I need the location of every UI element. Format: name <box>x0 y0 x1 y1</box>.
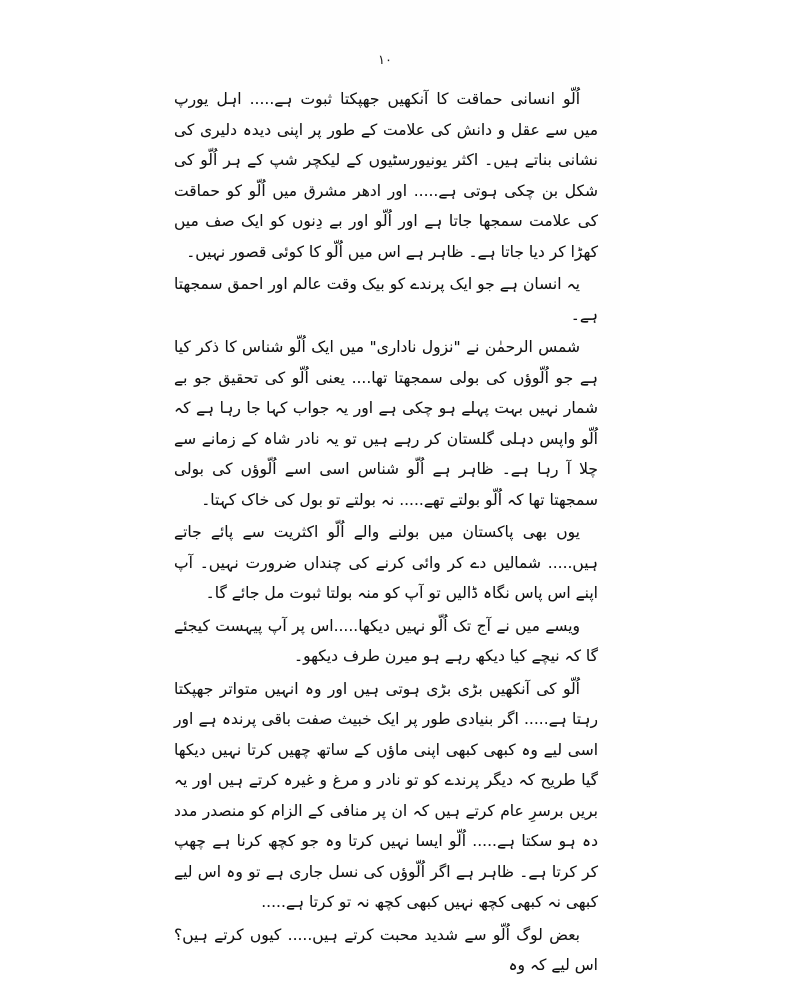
paragraph: ویسے میں نے آج تک اُلّو نہیں دیکھا.....اس پر آپ پیہست کیجئے گا کہ نیچے کیا دیکھ رہے ہو میرن طرف دیکھو۔ <box>174 616 598 665</box>
paragraph: شمس الرحمٰن نے "نزول ناداری" میں ایک اُلّو شناس کا ذکر کیا ہے جو اُلّوؤں کی بولی سمجھتا تھا.... یعنی اُلّو کی تحقیق جو بے شمار نہیں بہت پہلے ہو چکی ہے اور یہ جواب کہا جا رہا ہے کہ اُلّو واپس دہلی گلستان کر رہے ہیں تو یہ نادر شاہ کے زمانے سے چلا آ رہا ہے۔ ظاہر ہے اُلّو شناس اسی اسے اُلّوؤں کی بولی سمجھتا تھا کہ اُلّو بولتے تھے..... نہ بولتے تو بول کی خاک کہتا۔ <box>174 338 598 509</box>
page-content <box>150 0 620 974</box>
paragraph: بعض لوگ اُلّو سے شدید محبت کرتے ہیں..... کیوں کرتے ہیں؟ اس لیے کہ وہ <box>174 925 598 974</box>
paragraph: اُلّو کی آنکھیں بڑی بڑی ہوتی ہیں اور وہ انہیں متواتر جھپکتا رہتا ہے..... اگر بنیادی طور پر ایک خبیث صفت باقی پرندہ ہے اور اسی لیے وہ کبھی کبھی اپنی ماؤں کے ساتھ چھیں کرتا نہیں دیکھا گیا طریح کہ دیگر پرندے کو تو نادر و مرغ و غیرہ کرتے ہیں اور یہ بریں برسرِ عام کرتے ہیں کہ ان پر منافی کے الزام کو منصدر مدد دہ ہو سکتا ہے..... اُلّو ایسا نہیں کرتا وہ جو کچھ کرنا ہے چھپ کر کرتا ہے۔ ظاہر ہے اگر اُلّوؤں کی نسل جاری ہے تو وہ اس لیے کبھی نہ کبھی کچھ نہیں کبھی کچھ نہ تو کرتا ہے..... <box>174 679 598 911</box>
paragraph: یہ انسان ہے جو ایک پرندے کو بیک وقت عالم اور احمق سمجھتا ہے۔ <box>174 275 598 324</box>
paragraph: اُلّو انسانی حماقت کا آنکھیں جھپکتا ثبوت ہے..... اہل یورپ میں سے عقل و دانش کی علامت کے طور پر اپنی دیدہ دلیری کی نشانی بناتے ہیں۔ اکثر یونیورسٹیوں کے لیکچر شپ کے ہر اُلّو کی شکل بن چکی ہوتی ہے..... اور ادھر مشرق میں اُلّو کو حماقت کی علامت سمجھا جاتا ہے اور اُلّو اور بے دِنوں کو ایک صف میں کھڑا کر دیا جاتا ہے۔ ظاہر ہے اس میں اُلّو کا کوئی قصور نہیں۔ <box>174 90 598 261</box>
paragraph: یوں بھی پاکستان میں بولنے والے اُلّو اکثریت سے پائے جاتے ہیں..... شمالیں دے کر وائی کرنے کی چنداں ضرورت نہیں۔ آپ اپنے اس پاس نگاہ ڈالیں تو آپ کو منہ بولتا ثبوت مل جائے گا۔ <box>174 523 598 602</box>
page-number: ١٠ <box>378 52 392 67</box>
body-text <box>174 84 598 981</box>
